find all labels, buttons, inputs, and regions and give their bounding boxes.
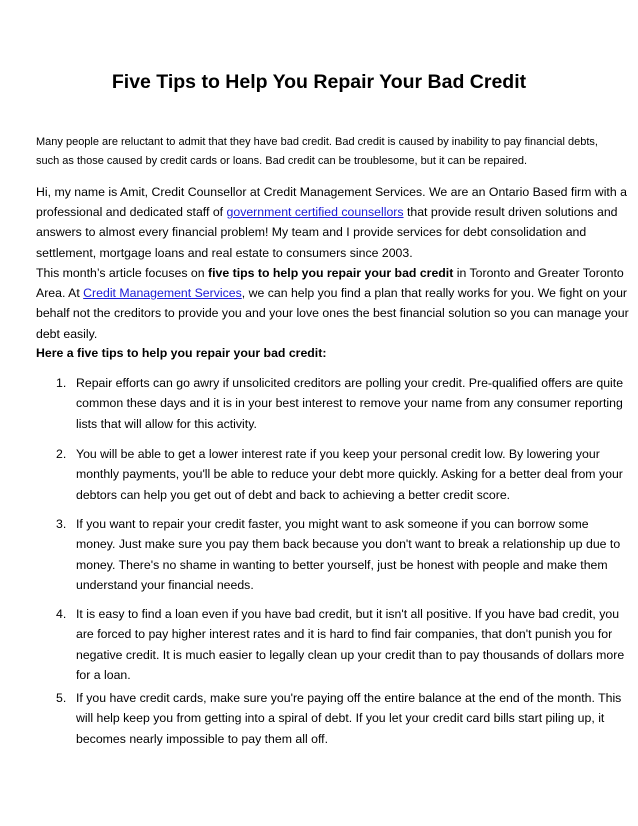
text-run: , we can help you find a plan that really works for you. We fight on your (241, 286, 628, 301)
tip-line: understand your financial needs. (76, 577, 254, 592)
tip-line: It is easy to find a loan even if you have bad credit, but it isn't all positive. If you have bad credit, you (76, 607, 620, 621)
tip-line: You will be able to get a lower interest rate if you keep your personal credit low. By lowering your (76, 447, 600, 461)
tip-number: 5. (56, 691, 67, 705)
tip-line: becomes nearly impossible to pay them all off. (76, 731, 328, 746)
paragraph-line (36, 202, 618, 222)
tip-number: 1. (56, 376, 67, 390)
tip-line: money. There's no shame in wanting to better yourself, just be honest with people and make them (76, 557, 608, 572)
article-focus-paragraph (36, 263, 629, 344)
paragraph-line: settlement, mortgage loans and real estate to consumers since 2003. (36, 245, 413, 260)
tips-heading: Here a five tips to help you repair your bad credit: (36, 346, 327, 360)
text-run: This month’s article focuses on (36, 266, 209, 280)
text-run: professional and dedicated staff of (36, 205, 227, 220)
paragraph-line: Hi, my name is Amit, Credit Counsellor at Credit Management Services. We are an Ontario Based firm with a (36, 185, 627, 199)
tip-line: are forced to pay higher interest rates and it is hard to find fair companies, that don't punish you for (76, 627, 613, 642)
paragraph-line (36, 263, 624, 283)
tip-text (76, 604, 625, 685)
paragraph-line: debt easily. (36, 326, 98, 341)
tip-number: 4. (56, 607, 67, 621)
tip-text (76, 688, 622, 749)
tip-line: common these days and it is in your best interest to remove your name from any consumer reporting (76, 396, 623, 411)
government-certified-counsellors-link[interactable]: government certified counsellors (226, 205, 404, 220)
paragraph-line: answers to almost every financial problem! My team and I provide services for debt consolidation and (36, 225, 587, 240)
text-run: that provide result driven solutions and (403, 205, 618, 220)
tip-line: money. Just make sure you pay them back because you don't want to break a relationship up due to (76, 537, 621, 552)
intro-paragraph (36, 133, 608, 171)
tip-line: debtors can help you get out of debt and back to achieving a better credit score. (76, 487, 511, 502)
paragraph-line: behalf not the creditors to provide you and your love ones the best financial solution so you can manage your (36, 306, 629, 321)
tip-line: If you have credit cards, make sure you're paying off the entire balance at the end of the month. This (76, 691, 622, 705)
credit-management-services-link[interactable]: Credit Management Services (83, 286, 242, 301)
tip-text (76, 373, 624, 434)
bold-phrase: five tips to help you repair your bad credit (208, 266, 454, 280)
document-title: Five Tips to Help You Repair Your Bad Credit (111, 71, 527, 93)
tip-text (76, 444, 623, 505)
tip-line: will help keep you from getting into a spiral of debt. If you let your credit card bills start piling up, it (76, 711, 605, 726)
text-run: in Toronto and Greater Toronto (453, 266, 624, 280)
tip-line: If you want to repair your credit faster, you might want to ask someone if you can borrow some (76, 517, 589, 531)
text-run: Area. At (36, 286, 84, 301)
tip-line: for a loan. (76, 667, 131, 682)
tip-line: monthly payments, you'll be able to reduce your debt more quickly. Asking for a better deal from your (76, 467, 623, 482)
intro-line: Many people are reluctant to admit that they have bad credit. Bad credit is caused by inability to pay financial debts, (36, 136, 598, 148)
tip-number: 2. (56, 447, 67, 461)
paragraph-line (36, 283, 628, 303)
about-paragraph (36, 182, 627, 263)
tip-line: Repair efforts can go awry if unsolicited creditors are polling your credit. Pre-qualified offers are quite (76, 376, 624, 390)
tip-number: 3. (56, 517, 67, 531)
intro-line: such as those caused by credit cards or loans. Bad credit can be troublesome, but it can be repaired. (36, 155, 527, 167)
tip-text (76, 514, 621, 595)
tip-line: negative credit. It is much easier to legally clean up your credit than to pay thousands of dollars more (76, 647, 625, 662)
tip-line: lists that will allow for this activity. (76, 416, 257, 431)
